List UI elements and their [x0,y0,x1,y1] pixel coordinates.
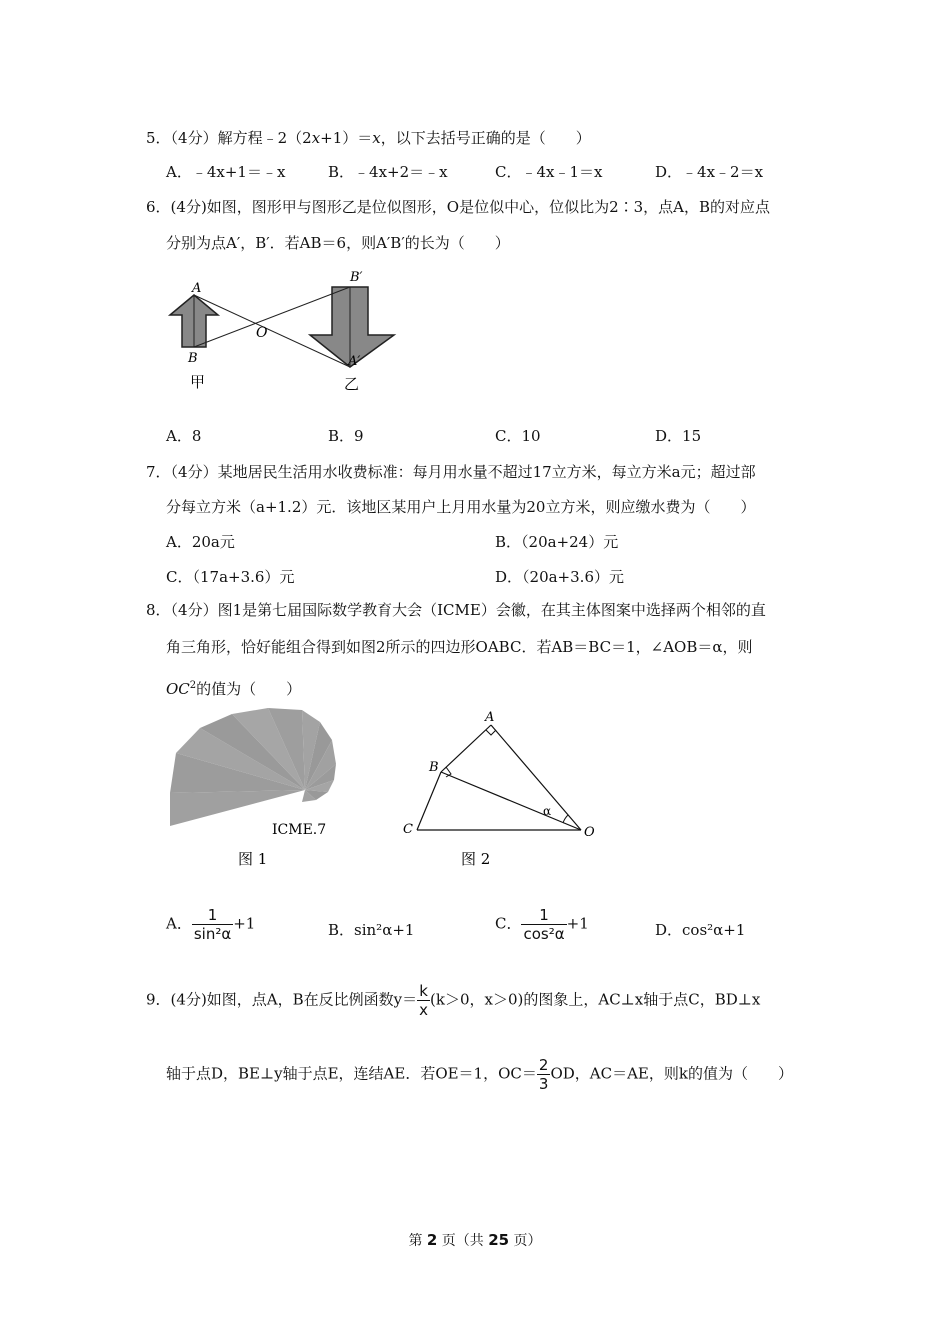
q6-label-o: O [256,325,268,341]
footer-mid: 页（共 [437,1233,489,1249]
q5-c-label: C． [495,163,522,181]
q8-c-num: 1 [521,906,566,925]
q5-option-a[interactable] [166,162,285,182]
q8-fig2-label-a: A [485,710,495,725]
q6-c-label: C． [495,427,522,445]
q8-option-c[interactable] [495,906,589,943]
q8-c-den: cos²α [523,925,565,943]
q6-option-d[interactable] [655,426,701,446]
q9-fraction-23 [537,1056,551,1093]
q6-figure [160,265,410,395]
q8-c-fraction [521,906,566,943]
q5-option-c[interactable] [495,162,603,182]
q7-option-d[interactable] [495,567,624,587]
footer-page-number: 2 [426,1231,438,1249]
q8-d-label: D． [655,921,683,939]
q7-d-label: D． [495,568,523,586]
q6-option-a[interactable] [166,426,201,446]
q5-stem-x2: x [372,129,381,147]
q8-fig2-label: 图 2 [461,850,491,868]
q7-option-b[interactable] [495,532,618,552]
footer-pre: 第 [408,1233,427,1249]
q8-option-a[interactable] [166,906,255,943]
q7-b-label: B． [495,533,522,551]
q9-line2-pre: 轴于点D，BE⊥y轴于点E，连结AE．若OE＝1，OC＝ [166,1064,537,1083]
q9-stem-line1 [146,982,760,1019]
q5-d-label: D． [655,163,683,181]
q6-stem-line2: 分别为点A′，B′．若AB＝6，则A′B′的长为（ ） [166,234,510,252]
q9-stem-line2 [166,1056,793,1093]
q5-stem-x1: x [311,129,321,147]
q6-label-yi: 乙 [344,375,360,393]
q6-a-text: 8 [191,427,202,445]
q8-a-tail: +1 [233,914,256,933]
q8-c-label: C． [495,914,522,933]
q9-frac2-num: 2 [538,1056,549,1074]
q8-fig2-label-alpha: α [543,804,552,818]
q6-d-text: 15 [682,427,702,445]
q6-d-label: D． [655,427,683,445]
q8-c-tail: +1 [566,914,589,933]
q8-b-text: sin²α+1 [354,921,415,939]
q6-b-text: 9 [354,427,364,445]
q6-option-b[interactable] [328,426,364,446]
q6-b-label: B． [328,427,355,445]
q5-a-text: ﹣4x+1＝﹣x [191,163,286,181]
q7-stem-line2: 分每立方米（a+1.2）元．该地区某用户上月用水量为20立方米，则应缴水费为（ ） [166,498,756,516]
q5-option-d[interactable] [655,162,763,182]
q8-option-d[interactable] [655,920,745,940]
q8-a-num: 1 [192,906,233,925]
q7-a-label: A． [166,533,192,551]
q9-frac-num: k [417,982,430,1001]
q9-frac-den: x [419,1001,429,1019]
q8-d-text: cos²α+1 [682,921,746,939]
q8-b-label: B． [328,921,355,939]
q8-fig2-label-o: O [584,825,595,840]
q8-fig2-label-c: C [403,822,413,837]
footer-total-pages: 25 [488,1231,510,1249]
q8-stem-line2: 角三角形，恰好能组合得到如图2所示的四边形OABC．若AB＝BC＝1，∠AOB＝α，则 [166,638,753,656]
q7-option-a[interactable] [166,532,235,552]
footer-post: 页） [509,1233,542,1249]
q7-c-label: C． [166,568,193,586]
q7-stem-line1: 7．（4分）某地居民生活用水收费标准：每月用水量不超过17立方米，每立方米a元；超过部 [146,463,756,481]
q5-stem-mid: +1）＝ [320,129,373,147]
q7-c-text: （17a+3.6）元 [192,568,295,586]
q8-fig2-label-b: B [429,760,439,775]
q8-fig1-label: 图 1 [238,850,268,868]
q8-line3-post: 的值为（ ） [196,680,302,698]
q5-b-label: B． [328,163,355,181]
q7-option-c[interactable] [166,567,294,587]
q6-line-a [194,295,350,367]
q8-a-label: A． [166,914,192,933]
q8-figure-1 [160,708,360,878]
q6-label-a: A [192,281,202,296]
q6-a-label: A． [166,427,192,445]
q6-label-b: B [188,351,198,366]
q9-fraction-kx [417,982,430,1019]
q5-stem-pre: 5．（4分）解方程﹣2（2 [146,129,312,147]
q8-a-den: sin²α [193,925,232,943]
q8-figure-2 [395,705,615,875]
q9-post: (k＞0，x＞0)的图象上，AC⊥x轴于点C，BD⊥x [430,990,761,1009]
q6-c-text: 10 [521,427,541,445]
q7-b-text: （20a+24）元 [521,533,619,551]
q8-stem-line1: 8．（4分）图1是第七届国际数学教育大会（ICME）会徽，在其主体图案中选择两个相邻的直 [146,601,766,619]
q8-line3-pre: OC [166,680,190,698]
q8-line3-sup: 2 [189,680,197,691]
q8-fig1-caption: ICME.7 [272,822,327,838]
q8-a-fraction [192,906,233,943]
q5-d-text: ﹣4x﹣2＝x [682,163,764,181]
q5-a-label: A． [166,163,192,181]
q5-option-b[interactable] [328,162,448,182]
q5-stem [146,128,591,148]
q5-c-text: ﹣4x﹣1＝x [521,163,603,181]
q6-option-c[interactable] [495,426,541,446]
q6-stem-line1: 6．(4分)如图，图形甲与图形乙是位似图形，O是位似中心，位似比为2∶3，点A，B的对应点 [146,198,771,216]
q8-stem-line3 [166,676,301,699]
q6-label-a2: A′ [348,354,361,369]
q9-line2-post: OD，AC＝AE，则k的值为（ ） [550,1064,793,1083]
page-footer [0,1230,950,1250]
q5-b-text: ﹣4x+2＝﹣x [354,163,448,181]
q8-option-b[interactable] [328,920,414,940]
q7-a-text: 20a元 [191,533,235,551]
q9-pre: 9．(4分)如图，点A，B在反比例函数y＝ [146,990,418,1009]
q5-stem-post: ，以下去括号正确的是（ ） [380,129,591,147]
q9-frac2-den: 3 [538,1075,549,1093]
q6-label-jia: 甲 [190,373,206,391]
q7-d-text: （20a+3.6）元 [522,568,624,586]
q6-label-b2: B′ [350,270,363,285]
